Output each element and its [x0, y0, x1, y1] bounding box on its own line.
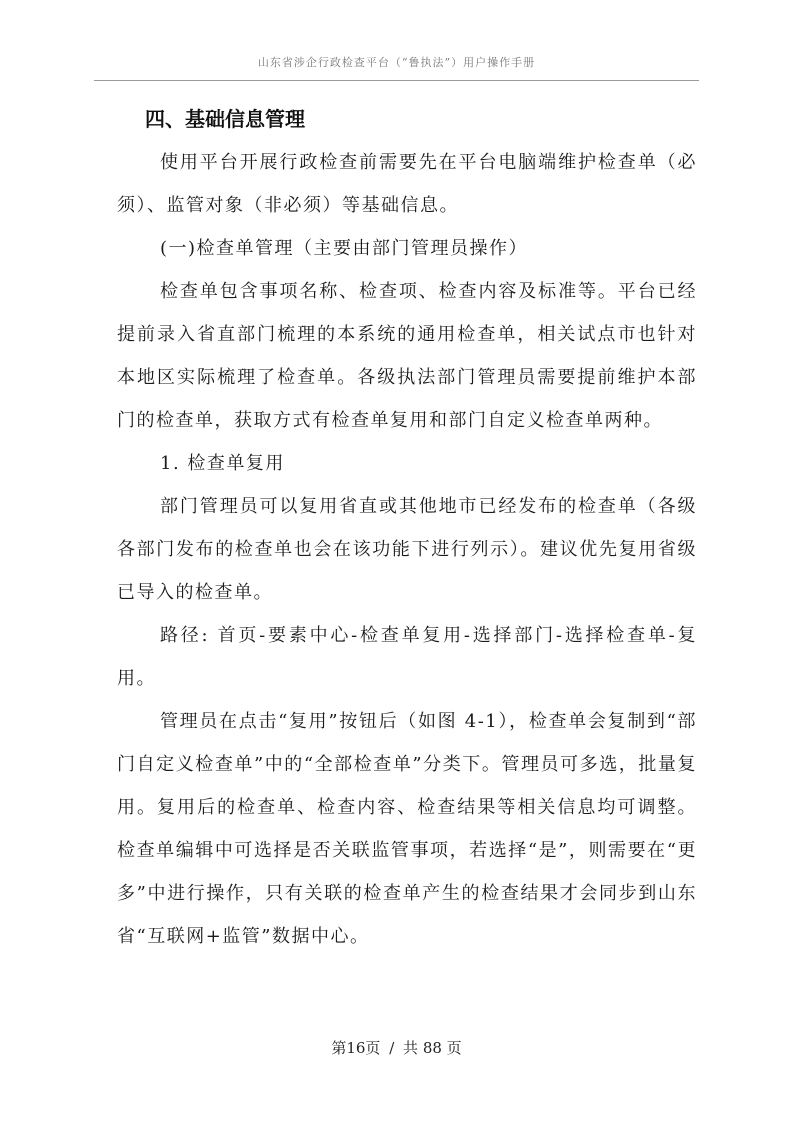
subsection-title: (一)检查单管理（主要由部门管理员操作）	[160, 238, 529, 259]
reuse-description-paragraph: 部门管理员可以复用省直或其他地市已经发布的检查单（各级各部门发布的检查单也会在该功能下进行列示）。建议优先复用省级已导入的检查单。	[117, 496, 697, 603]
section-intro-paragraph: 使用平台开展行政检查前需要先在平台电脑端维护检查单（必须）、监管对象（非必须）等基础信息。	[117, 152, 697, 216]
subsection-description-paragraph: 检查单包含事项名称、检查项、检查内容及标准等。平台已经提前录入省直部门梳理的本系统的通用检查单，相关试点市也针对本地区实际梳理了检查单。各级执法部门管理员需要提前维护本部门的检查单，获取方式有检查单复用和部门自定义检查单两种。	[117, 281, 697, 431]
reuse-steps-paragraph: 管理员在点击“复用”按钮后（如图 4-1），检查单会复制到“部门自定义检查单”中的“全部检查单”分类下。管理员可多选，批量复用。复用后的检查单、检查内容、检查结果等相关信息均可调整。检查单编辑中可选择是否关联监管事项，若选择“是”，则需要在“更多”中进行操作，只有关联的检查单产生的检查结果才会同步到山东省“互联网+监管”数据中心。	[117, 711, 697, 947]
section-title: 四、基础信息管理	[145, 107, 305, 131]
page-footer	[0, 1037, 793, 1058]
item-title: 1. 检查单复用	[160, 453, 285, 474]
current-page-number: 第16页	[331, 1039, 381, 1057]
total-pages: 共 88 页	[403, 1039, 462, 1057]
page-body	[117, 98, 697, 958]
header-divider	[94, 80, 699, 81]
running-header: 山东省涉企行政检查平台（“鲁执法”）用户操作手册	[257, 56, 536, 69]
page-separator: /	[389, 1039, 395, 1057]
navigation-path-paragraph: 路径: 首页-要素中心-检查单复用-选择部门-选择检查单-复用。	[117, 625, 697, 689]
